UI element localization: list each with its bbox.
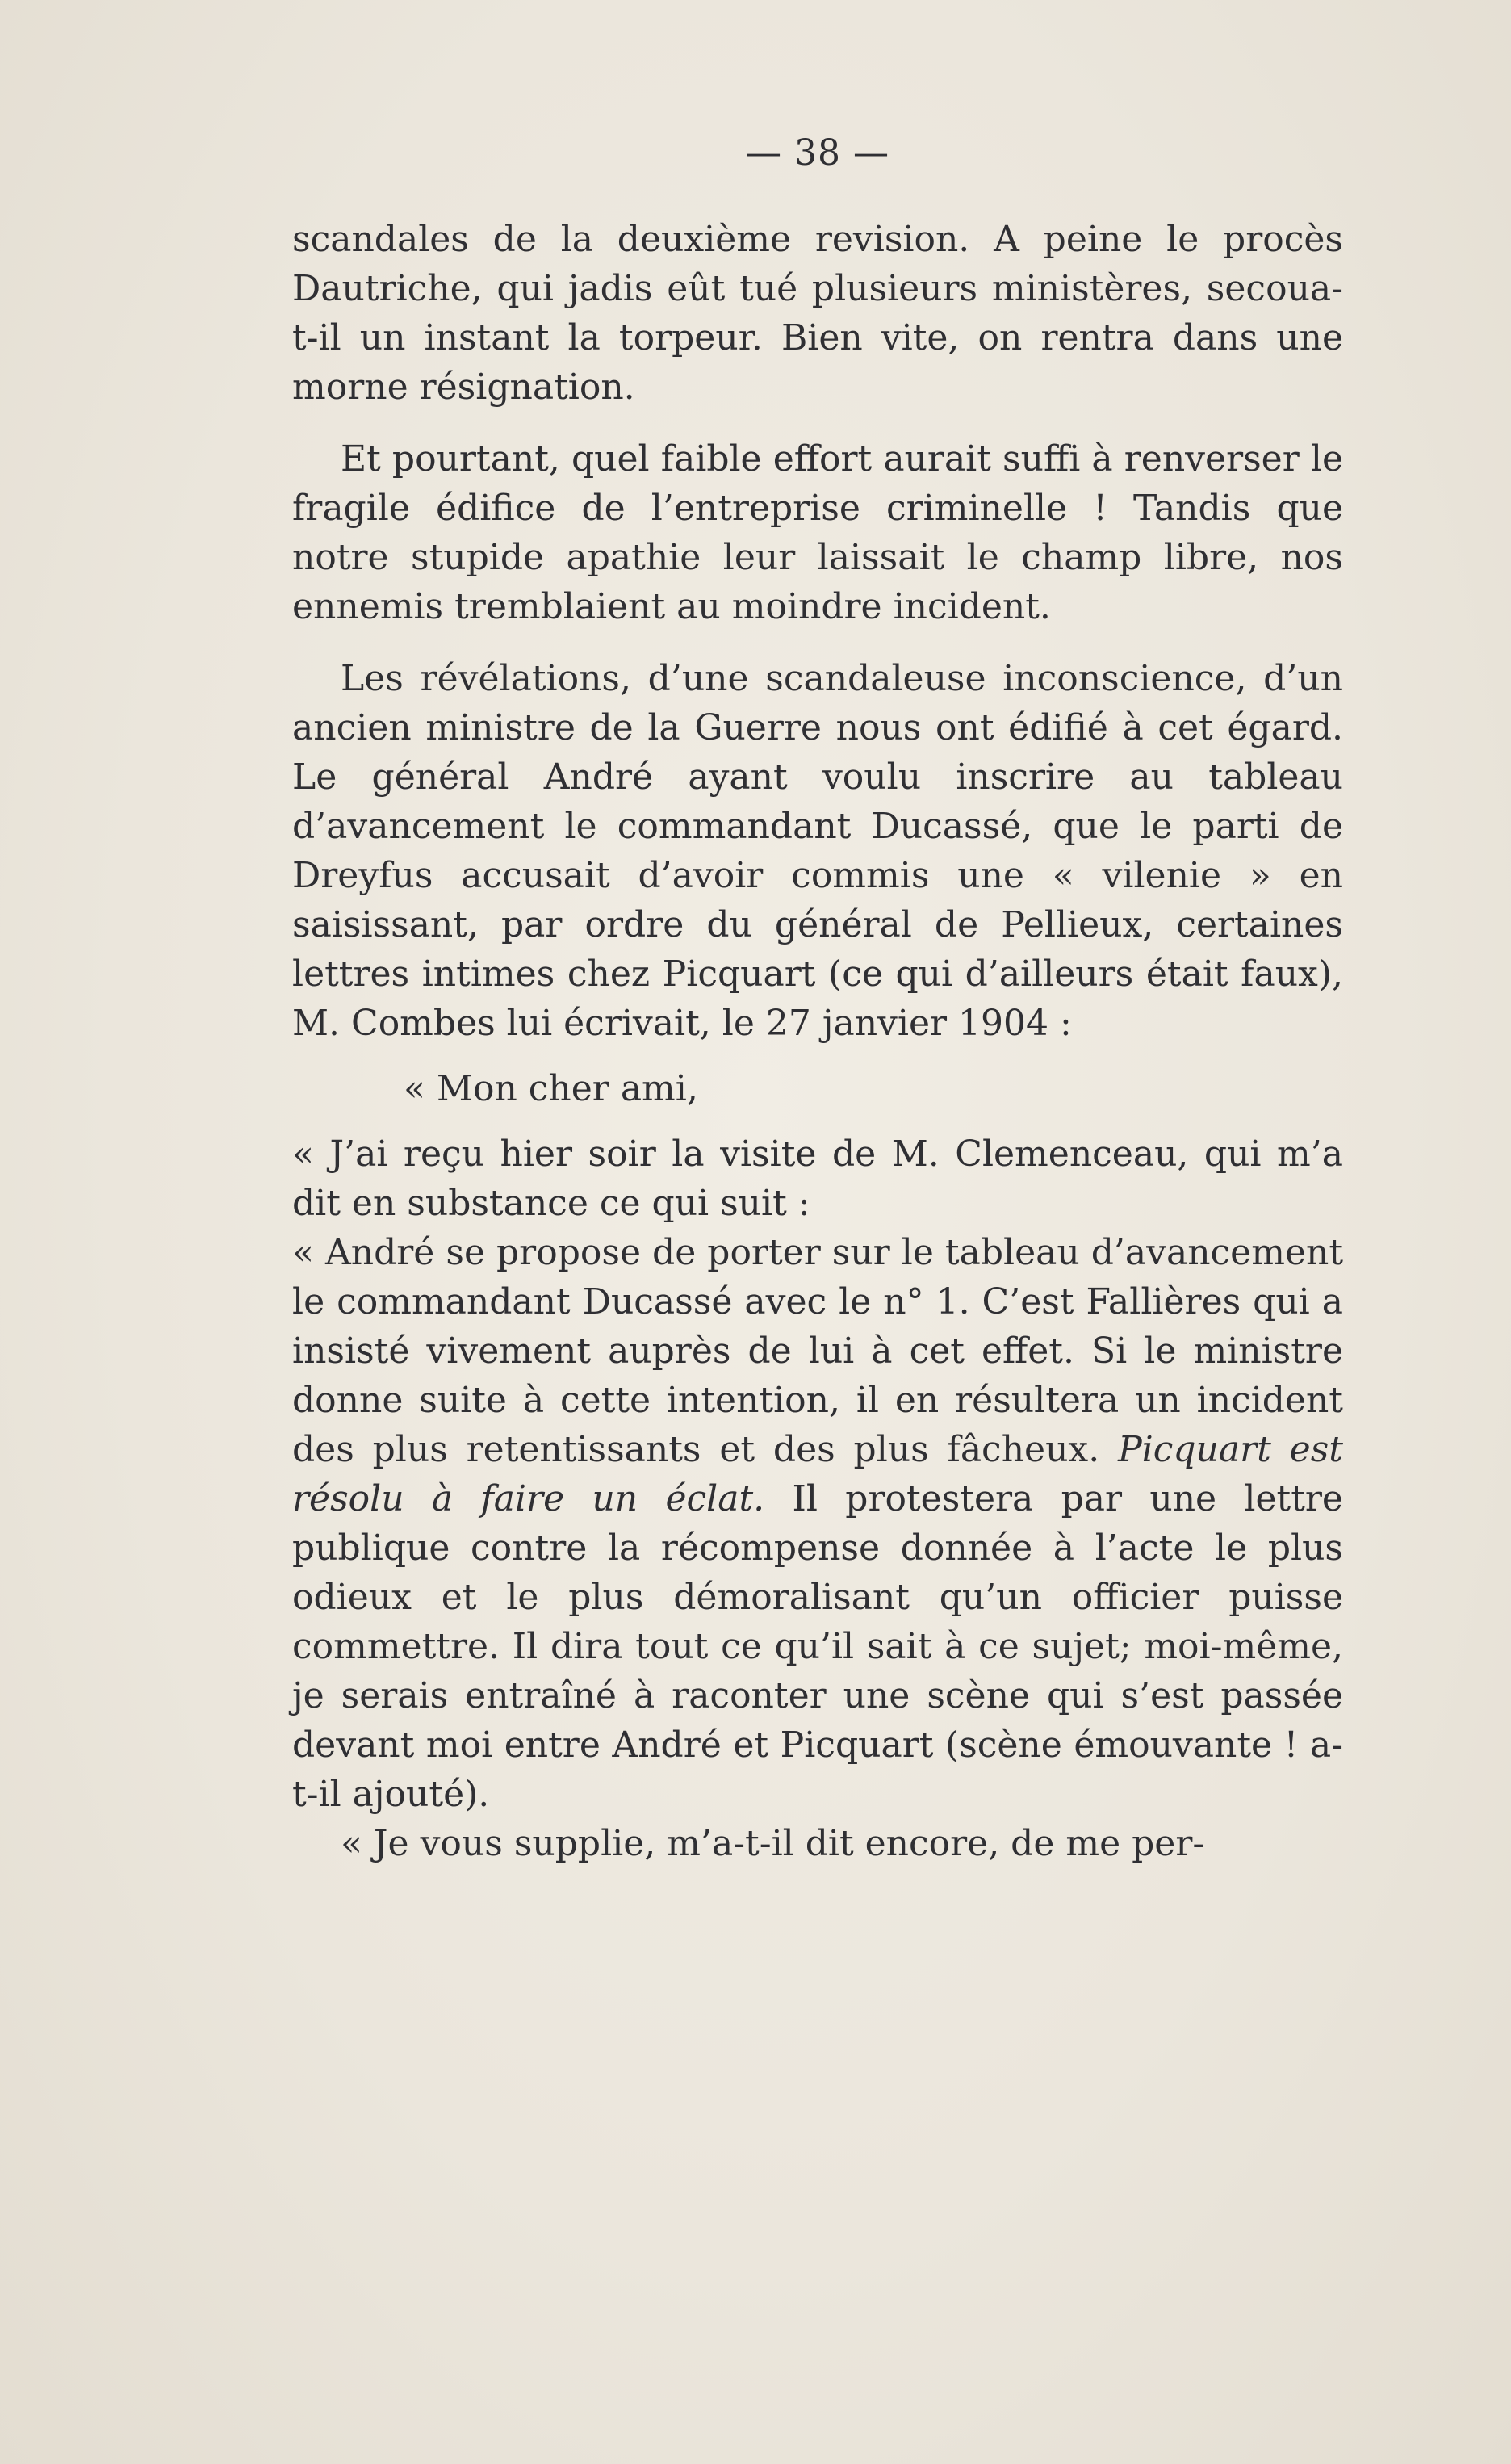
italic-phrase: Picquart est résolu à faire un éclat. [292,1429,1343,1519]
paragraph-2: Et pourtant, quel faible effort aurait suffi à renverser le fragile édifice de l’entreprise criminelle ! Tandis que notre stupide apathie leur laissait le champ libre, nos ennemis tremblaient au moindre incident. [292,438,1343,627]
paragraph-3: Les révélations, d’une scandaleuse inconscience, d’un ancien ministre de la Guerre nous ont édifié à cet égard. Le général André ayant voulu inscrire au tableau d’avancement le commandant Ducassé, que le parti de Dreyfus accusait d’avoir commis une « vilenie » en saisissant, par ordre du général de Pellieux, certaines lettres intimes chez Picquart (ce qui d’ailleurs était faux), M. Combes lui écrivait, le 27 janvier 1904 : [292,658,1343,1044]
paragraph-5-tail: Il protestera par une lettre publique contre la récompense donnée à l’acte le plus odieux et le plus démoralisant qu’un officier puisse commettre. Il dira tout ce qu’il sait à ce sujet; moi-même, je serais entraîné à raconter une scène qui s’est passée devant moi entre André et Picquart (scène émouvante ! a-t-il ajouté). [292,1478,1343,1815]
paragraph-last: « Je vous supplie, m’a-t-il dit encore, de me per- [341,1823,1205,1864]
paragraph-5-text: « André se propose de porter sur le tableau d’avancement le commandant Ducassé avec le n° 1. C’est Fallières qui a insisté vivement auprès de lui à cet effet. Si le ministre donne suite à cette intention, il en résultera un incident des plus retentissants et des plus fâcheux. [292,1232,1343,1470]
letter-salutation: « Mon cher ami, [404,1068,698,1109]
page-number: — 38 — [746,132,889,174]
paragraph-4: « J’ai reçu hier soir la visite de M. Clemenceau, qui m’a dit en substance ce qui suit : [292,1134,1343,1224]
paragraph-1: scandales de la deuxième revision. A peine le procès Dautriche, qui jadis eût tué plusieurs ministères, secoua-t-il un instant la torpeur. Bien vite, on rentra dans une morne résignation. [292,219,1343,408]
page-text [292,121,1343,1868]
paragraph-5 [292,1228,1343,1819]
